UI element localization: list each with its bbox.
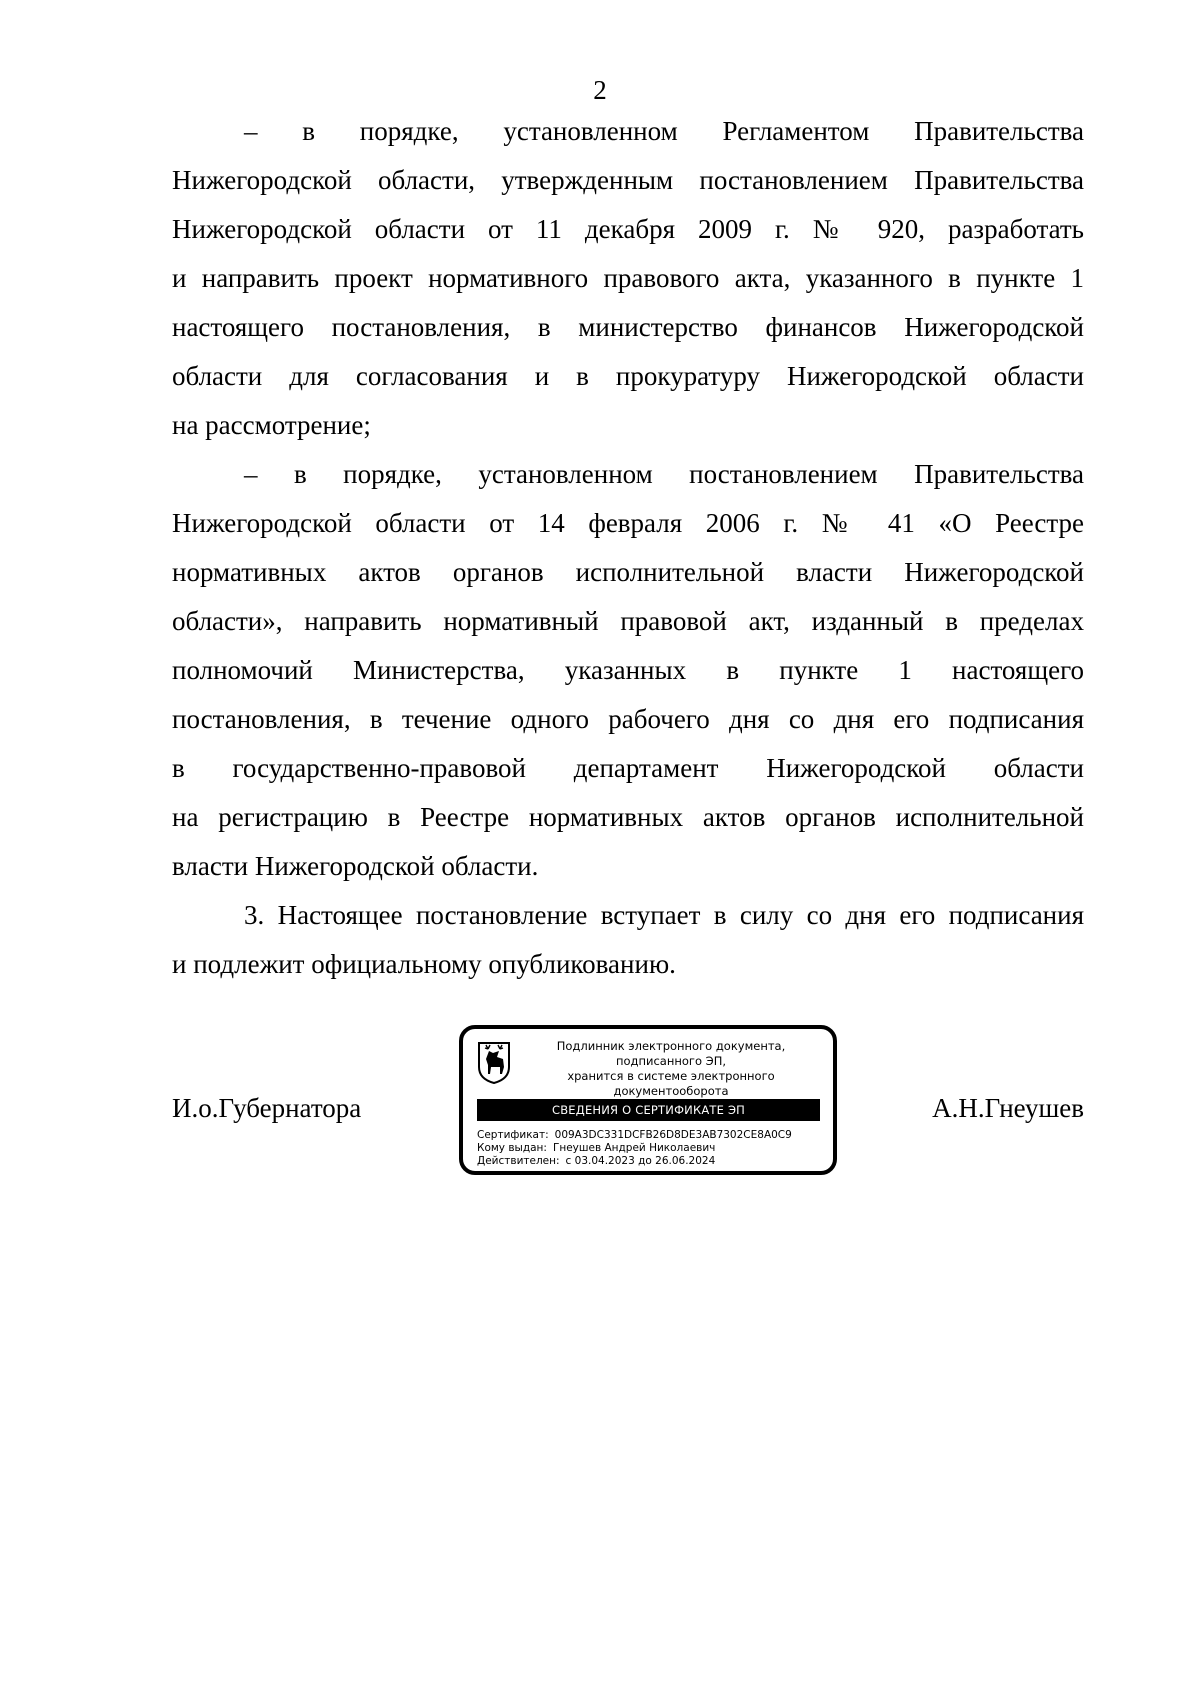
paragraph-line: области», направить нормативный правовой акт, изданный в пределах: [172, 606, 1084, 636]
validity-row: [477, 1155, 822, 1168]
certificate-details: [477, 1129, 822, 1168]
certificate-row: [477, 1129, 822, 1142]
paragraph-line: Нижегородской области от 14 февраля 2006 г. № 41 «О Реестре: [172, 508, 1084, 538]
paragraph-2: [172, 450, 1084, 891]
paragraph-line: области для согласования и в прокуратуру Нижегородской области: [172, 361, 1084, 391]
paragraph-3: [172, 891, 1084, 989]
paragraph-line: и направить проект нормативного правового акта, указанного в пункте 1: [172, 263, 1084, 293]
paragraph-line: и подлежит официальному опубликованию.: [172, 949, 676, 979]
certificate-value: 009A3DC331DCFB26D8DE3AB7302CE8A0C9: [554, 1129, 792, 1141]
stamp-header-line: Подлинник электронного документа, подписанного ЭП,: [556, 1039, 786, 1068]
paragraph-line: – в порядке, установленном постановлением Правительства: [244, 459, 1084, 489]
validity-label: Действителен:: [477, 1155, 560, 1167]
electronic-signature-stamp: [459, 1025, 837, 1175]
issued-to-row: [477, 1142, 822, 1155]
certificate-info-bar: СВЕДЕНИЯ О СЕРТИФИКАТЕ ЭП: [477, 1099, 820, 1121]
stamp-header-line: хранится в системе электронного документооборота: [567, 1069, 775, 1098]
paragraph-line: на регистрацию в Реестре нормативных актов органов исполнительной: [172, 802, 1084, 832]
stamp-header: [515, 1039, 827, 1099]
paragraph-line: нормативных актов органов исполнительной власти Нижегородской: [172, 557, 1084, 587]
certificate-label: Сертификат:: [477, 1129, 549, 1141]
issued-to-label: Кому выдан:: [477, 1142, 547, 1154]
paragraph-line: власти Нижегородской области.: [172, 851, 539, 881]
validity-value: с 03.04.2023 до 26.06.2024: [565, 1155, 716, 1167]
signature-block: [172, 1020, 1084, 1190]
issued-to-value: Гнеушев Андрей Николаевич: [552, 1142, 716, 1154]
page-number: 2: [593, 75, 607, 105]
signer-title: И.о.Губернатора: [172, 1093, 362, 1123]
deer-coat-of-arms-icon: [477, 1041, 511, 1085]
document-body: [172, 107, 1084, 989]
paragraph-line: на рассмотрение;: [172, 410, 371, 440]
paragraph-line: постановления, в течение одного рабочего дня со дня его подписания: [172, 704, 1084, 734]
paragraph-1: [172, 107, 1084, 450]
paragraph-line: Нижегородской области от 11 декабря 2009 г. № 920, разработать: [172, 214, 1084, 244]
paragraph-line: полномочий Министерства, указанных в пункте 1 настоящего: [172, 655, 1084, 685]
paragraph-line: – в порядке, установленном Регламентом Правительства: [244, 116, 1084, 146]
paragraph-line: Нижегородской области, утвержденным постановлением Правительства: [172, 165, 1084, 195]
signer-name: А.Н.Гнеушев: [932, 1093, 1084, 1123]
paragraph-line: в государственно-правовой департамент Нижегородской области: [172, 753, 1084, 783]
paragraph-line: 3. Настоящее постановление вступает в силу со дня его подписания: [244, 900, 1084, 930]
paragraph-line: настоящего постановления, в министерство финансов Нижегородской: [172, 312, 1084, 342]
